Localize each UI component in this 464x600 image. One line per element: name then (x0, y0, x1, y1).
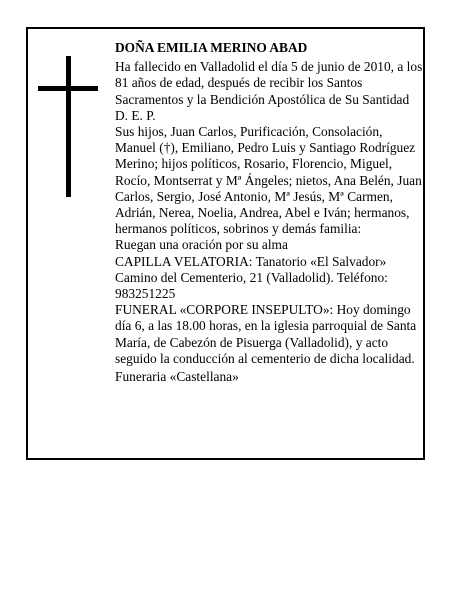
cross-horizontal-bar (38, 86, 98, 91)
dep-line: D. E. P. (115, 107, 156, 123)
cross-icon (38, 56, 98, 197)
funeral-home: Funeraria «Castellana» (115, 369, 239, 385)
obituary-text (115, 40, 423, 385)
obituary-notice (26, 27, 425, 460)
chapel-info: CAPILLA VELATORIA: Tanatorio «El Salvador» Camino del Cementerio, 21 (Valladolid). Teléfono: 983251225 (115, 253, 388, 302)
funeral-info: FUNERAL «CORPORE INSEPULTO»: Hoy domingo día 6, a las 18.00 horas, en la iglesia parroquial de Santa María, de Cabezón de Pisuerga (Valladolid), y acto seguido la conducción al cementerio de dicha localidad. (115, 302, 417, 366)
family-list: Sus hijos, Juan Carlos, Purificación, Consolación, Manuel (†), Emiliano, Pedro Luis y Santiago Rodríguez Merino; hijos políticos, Rosario, Florencio, Miguel, Rocío, Montserrat y Mª Ángeles; nietos, Ana Belén, Juan Carlos, Sergio, José Antonio, Mª Jesús, Mª Carmen, Adrián, Nerea, Noelia, Andrea, Abel e Iván; hermanos, hermanos políticos, sobrinos y demás familia: (115, 124, 422, 237)
prayer-request: Ruegan una oración por su alma (115, 237, 288, 253)
deceased-name: DOÑA EMILIA MERINO ABAD (115, 40, 308, 55)
cross-vertical-bar (66, 56, 71, 197)
death-announcement: Ha fallecido en Valladolid el día 5 de junio de 2010, a los 81 años de edad, después de recibir los Santos Sacramentos y la Bendición Apostólica de Su Santidad (115, 59, 423, 107)
